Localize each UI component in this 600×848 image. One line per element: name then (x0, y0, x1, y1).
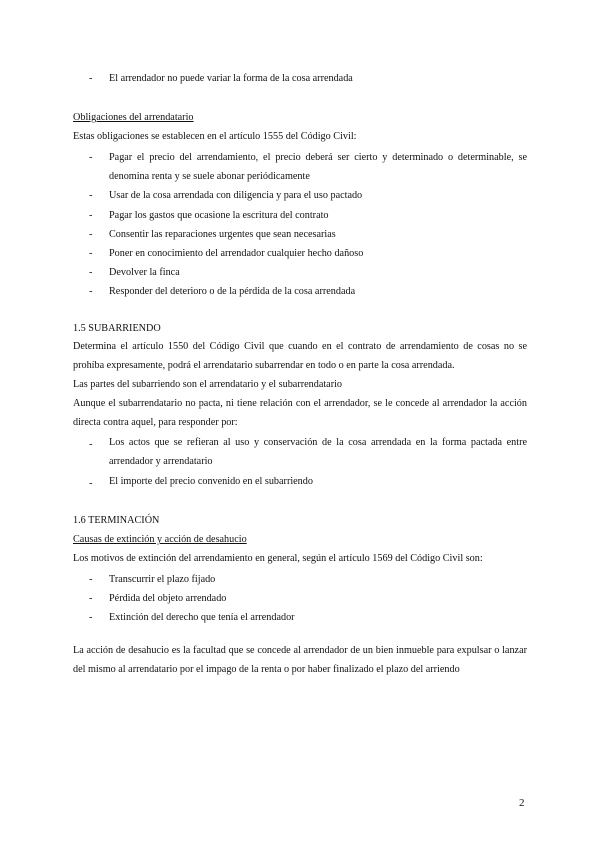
subarriendo-item-1: Los actos que se refieran al uso y conservación de la cosa arrendada en la forma pactada entre arrendador y arrendatario (109, 437, 527, 467)
subarriendo-paragraph-1: Determina el artículo 1550 del Código Civil que cuando en el contrato de arrendamiento de cosas no se prohíba expresamente, podrá el arrendatario subarrendar en todo o en parte la cosa arrendada. (73, 341, 527, 371)
bullet-dash: - (89, 248, 93, 259)
obligaciones-item-6: Devolver la finca (109, 267, 180, 278)
obligaciones-intro: Estas obligaciones se establecen en el artículo 1555 del Código Civil: (73, 131, 357, 142)
bullet-dash: - (89, 152, 93, 163)
bullet-dash: - (89, 210, 93, 221)
bullet-dash: - (89, 267, 93, 278)
terminacion-intro: Los motivos de extinción del arrendamiento en general, según el artículo 1569 del Código Civil son: (73, 553, 483, 564)
obligaciones-heading: Obligaciones del arrendatario (73, 112, 194, 123)
subarriendo-paragraph-3: Aunque el subarrendatario no pacta, ni tiene relación con el arrendador, se le concede al arrendador la acción directa contra aquel, para responder por: (73, 398, 527, 428)
bullet-dash: - (89, 612, 93, 623)
obligaciones-item-7: Responder del deterioro o de la pérdida de la cosa arrendada (109, 286, 356, 297)
obligaciones-item-3: Pagar los gastos que ocasione la escritura del contrato (109, 210, 329, 221)
bullet-dash: - (89, 190, 93, 201)
terminacion-subheading: Causas de extinción y acción de desahucio (73, 534, 247, 545)
subarriendo-heading: 1.5 SUBARRIENDO (73, 323, 161, 334)
bullet-dash: - (89, 478, 93, 489)
bullet-dash: - (89, 593, 93, 604)
intro-bullet-text: El arrendador no puede variar la forma de la cosa arrendada (109, 73, 353, 84)
desahucio-paragraph: La acción de desahucio es la facultad que se concede al arrendador de un bien inmueble para expulsar o lanzar del mismo al arrendatario por el impago de la renta o por haber finalizado el plazo del arriendo (73, 645, 527, 675)
subarriendo-paragraph-2: Las partes del subarriendo son el arrendatario y el subarrendatario (73, 379, 343, 390)
subarriendo-item-2: El importe del precio convenido en el subarriendo (109, 476, 313, 487)
bullet-dash: - (89, 574, 93, 585)
terminacion-item-1: Transcurrir el plazo fijado (109, 574, 216, 585)
obligaciones-item-4: Consentir las reparaciones urgentes que sean necesarias (109, 229, 336, 240)
bullet-dash: - (89, 73, 93, 84)
terminacion-item-3: Extinción del derecho que tenía el arrendador (109, 612, 295, 623)
bullet-dash: - (89, 439, 93, 450)
terminacion-item-2: Pérdida del objeto arrendado (109, 593, 227, 604)
obligaciones-item-1: Pagar el precio del arrendamiento, el precio deberá ser cierto y determinado o determinable, se denomina renta y se suele abonar periódicamente (109, 152, 527, 182)
obligaciones-item-5: Poner en conocimiento del arrendador cualquier hecho dañoso (109, 248, 364, 259)
bullet-dash: - (89, 229, 93, 240)
obligaciones-item-2: Usar de la cosa arrendada con diligencia y para el uso pactado (109, 190, 363, 201)
bullet-dash: - (89, 286, 93, 297)
terminacion-heading: 1.6 TERMINACIÓN (73, 515, 160, 526)
page-number: 2 (519, 797, 525, 809)
